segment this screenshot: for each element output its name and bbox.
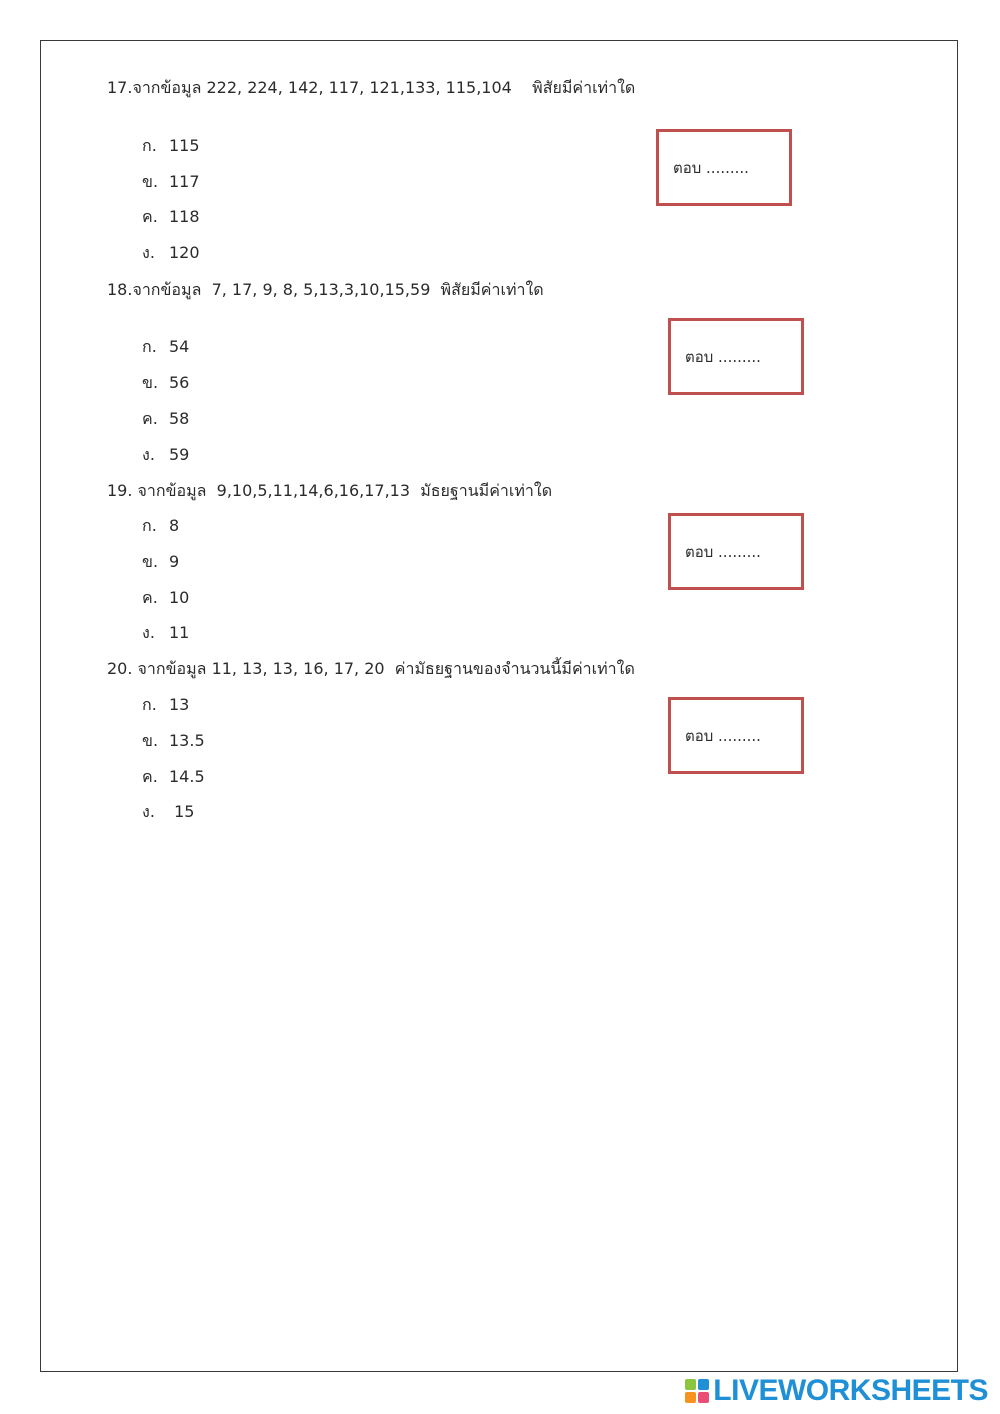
question-19-choice-a (142, 516, 179, 536)
answer-label: ตอบ ......... (685, 347, 761, 366)
question-20-text: 20. จากข้อมูล 11, 13, 13, 16, 17, 20 ค่ามัธยฐานของจำนวนนี้มีค่าเท่าใด (107, 659, 635, 678)
liveworksheets-grid-icon (685, 1379, 709, 1403)
choice-letter: ง. (142, 623, 155, 642)
question-20-choice-b (142, 731, 205, 751)
choice-value: 115 (169, 136, 200, 155)
question-18-choice-d (142, 445, 189, 465)
logo-text: LIVEWORKSHEETS (713, 1374, 988, 1407)
question-17-choice-c (142, 207, 200, 227)
choice-letter: ค. (142, 767, 158, 786)
choice-value: 14.5 (169, 767, 205, 786)
choice-value: 56 (169, 373, 190, 392)
choice-value: 120 (169, 243, 200, 262)
question-19-choice-d (142, 623, 189, 643)
choice-value: 8 (169, 516, 180, 535)
answer-label: ตอบ ......... (673, 158, 749, 177)
question-19-choice-b (142, 552, 179, 572)
question-17-choice-b (142, 172, 200, 192)
question-18-choice-a (142, 337, 189, 357)
question-17-choice-d (142, 243, 200, 263)
choice-letter: ค. (142, 409, 158, 428)
logo-square-3 (685, 1392, 696, 1403)
choice-letter: ข. (142, 731, 159, 750)
question-20-choice-d (142, 802, 194, 822)
choice-letter: ง. (142, 243, 155, 262)
choice-letter: ข. (142, 552, 159, 571)
choice-value: 15 (169, 802, 195, 821)
choice-value: 117 (169, 172, 200, 191)
question-19-text: 19. จากข้อมูล 9,10,5,11,14,6,16,17,13 มัธยฐานมีค่าเท่าใด (107, 481, 553, 500)
choice-letter: ก. (142, 695, 157, 714)
choice-value: 58 (169, 409, 190, 428)
choice-value: 59 (169, 445, 190, 464)
question-20-answer-box[interactable] (668, 697, 804, 774)
question-18-text: 18.จากข้อมูล 7, 17, 9, 8, 5,13,3,10,15,59 พิสัยมีค่าเท่าใด (107, 280, 544, 299)
logo-square-1 (685, 1379, 696, 1390)
liveworksheets-logo[interactable] (685, 1374, 988, 1408)
choice-letter: ง. (142, 445, 155, 464)
answer-label: ตอบ ......... (685, 726, 761, 745)
choice-letter: ก. (142, 516, 157, 535)
choice-letter: ง. (142, 802, 155, 821)
question-18-answer-box[interactable] (668, 318, 804, 395)
question-19-answer-box[interactable] (668, 513, 804, 590)
choice-value: 54 (169, 337, 190, 356)
question-19-choice-c (142, 588, 189, 608)
choice-letter: ข. (142, 172, 159, 191)
choice-value: 118 (169, 207, 200, 226)
question-18-choice-c (142, 409, 189, 429)
question-17-text: 17.จากข้อมูล 222, 224, 142, 117, 121,133, 115,104 พิสัยมีค่าเท่าใด (107, 78, 636, 97)
choice-letter: ก. (142, 337, 157, 356)
choice-value: 10 (169, 588, 190, 607)
choice-value: 13 (169, 695, 190, 714)
logo-square-4 (698, 1392, 709, 1403)
logo-square-2 (698, 1379, 709, 1390)
choice-value: 13.5 (169, 731, 205, 750)
question-17-answer-box[interactable] (656, 129, 792, 206)
choice-letter: ค. (142, 207, 158, 226)
choice-value: 11 (169, 623, 190, 642)
answer-label: ตอบ ......... (685, 542, 761, 561)
choice-letter: ข. (142, 373, 159, 392)
question-17-choice-a (142, 136, 200, 156)
choice-letter: ค. (142, 588, 158, 607)
choice-letter: ก. (142, 136, 157, 155)
question-20-choice-a (142, 695, 189, 715)
choice-value: 9 (169, 552, 180, 571)
question-18-choice-b (142, 373, 189, 393)
question-20-choice-c (142, 767, 205, 787)
